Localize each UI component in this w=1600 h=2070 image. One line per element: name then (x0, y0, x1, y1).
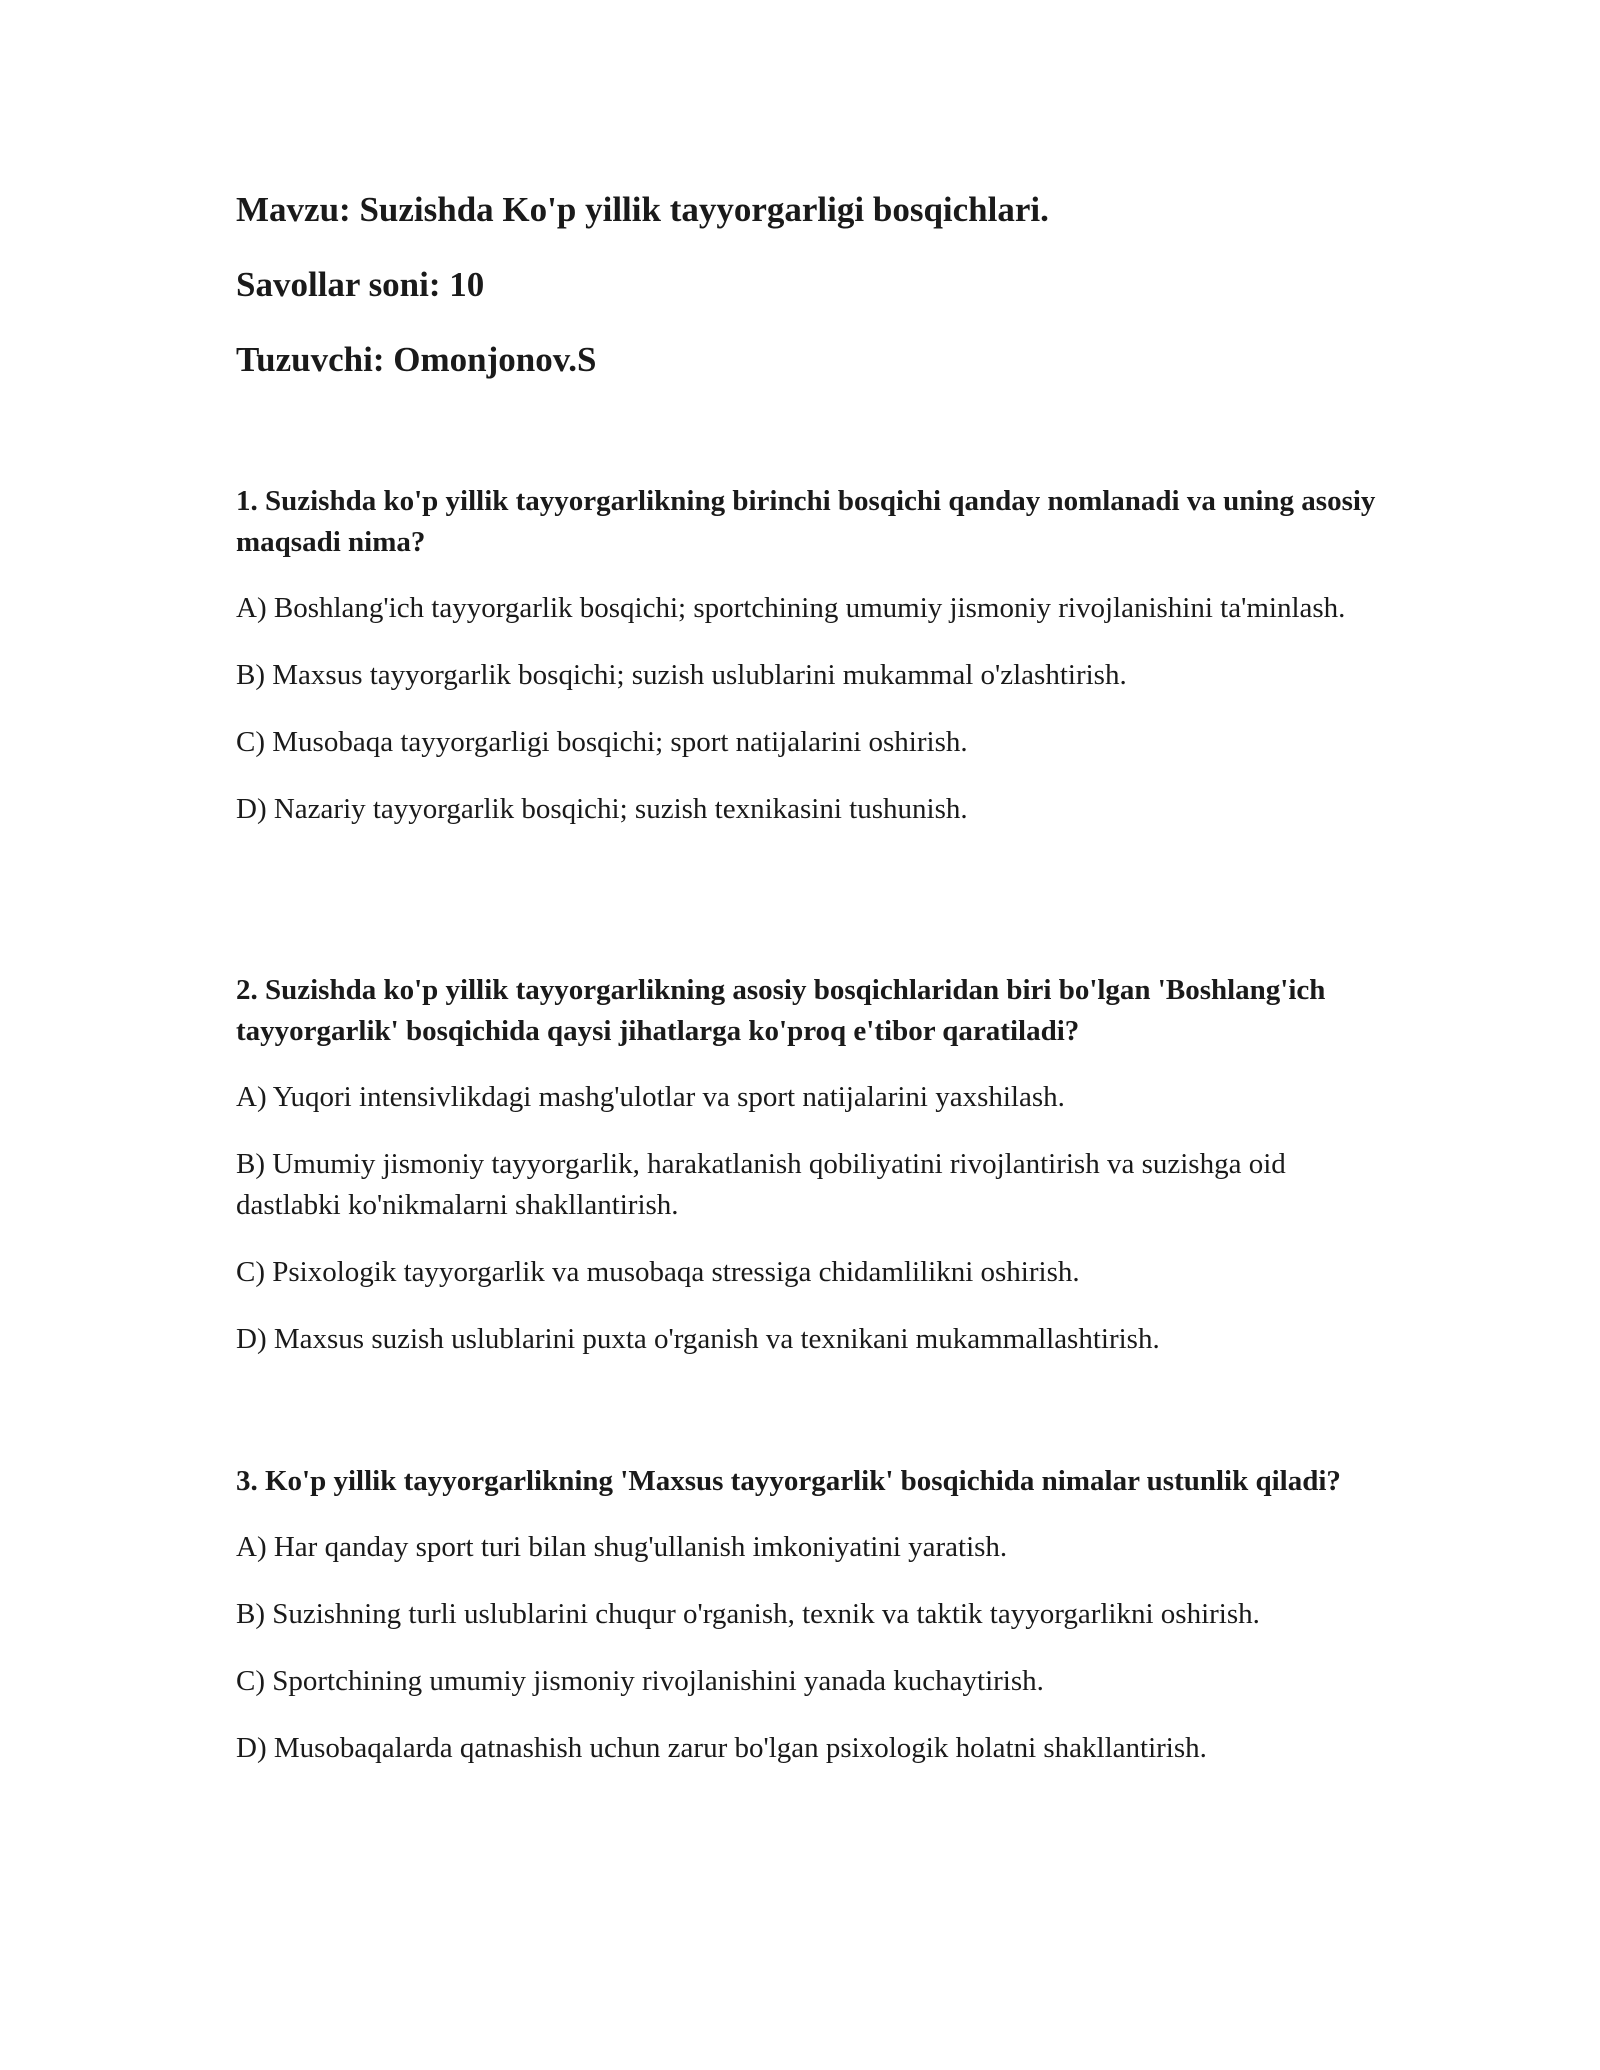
question-block (236, 1461, 1386, 1795)
answer-option-a: A) Yuqori intensivlikdagi mashg'ulotlar va sport natijalarini yaxshilash. (236, 1081, 1065, 1113)
question-block (236, 970, 1386, 1386)
question-text: 2. Suzishda ko'p yillik tayyorgarlikning asosiy bosqichlaridan biri bo'lgan 'Boshlang'ich tayyorgarlik' bosqichida qaysi jihatlarga ko'proq e'tibor qaratiladi? (236, 974, 1326, 1047)
answer-option-d: D) Nazariy tayyorgarlik bosqichi; suzish texnikasini tushunish. (236, 793, 968, 825)
answer-option-c: C) Psixologik tayyorgarlik va musobaqa stressiga chidamlilikni oshirish. (236, 1256, 1080, 1288)
question-count: Savollar soni: 10 (236, 265, 485, 304)
document-title: Mavzu: Suzishda Ko'p yillik tayyorgarligi bosqichlari. (236, 190, 1049, 229)
question-text: 3. Ko'p yillik tayyorgarlikning 'Maxsus tayyorgarlik' bosqichida nimalar ustunlik qiladi? (236, 1465, 1341, 1497)
answer-option-a: A) Boshlang'ich tayyorgarlik bosqichi; sportchining umumiy jismoniy rivojlanishini ta'minlash. (236, 592, 1346, 624)
answer-option-a: A) Har qanday sport turi bilan shug'ullanish imkoniyatini yaratish. (236, 1531, 1008, 1563)
answer-option-b: B) Suzishning turli uslublarini chuqur o'rganish, texnik va taktik tayyorgarlikni oshirish. (236, 1598, 1260, 1630)
question-block (236, 481, 1386, 856)
question-text: 1. Suzishda ko'p yillik tayyorgarlikning birinchi bosqichi qanday nomlanadi va uning asosiy maqsadi nima? (236, 485, 1376, 558)
answer-option-c: C) Sportchining umumiy jismoniy rivojlanishini yanada kuchaytirish. (236, 1665, 1044, 1697)
answer-option-b: B) Umumiy jismoniy tayyorgarlik, harakatlanish qobiliyatini rivojlantirish va suzishga oid dastlabki ko'nikmalarni shakllantirish. (236, 1148, 1286, 1221)
answer-option-d: D) Maxsus suzish uslublarini puxta o'rganish va texnikani mukammallashtirish. (236, 1323, 1160, 1355)
answer-option-d: D) Musobaqalarda qatnashish uchun zarur bo'lgan psixologik holatni shakllantirish. (236, 1732, 1207, 1764)
answer-option-c: C) Musobaqa tayyorgarligi bosqichi; sport natijalarini oshirish. (236, 726, 968, 758)
answer-option-b: B) Maxsus tayyorgarlik bosqichi; suzish uslublarini mukammal o'zlashtirish. (236, 659, 1127, 691)
author-line: Tuzuvchi: Omonjonov.S (236, 340, 597, 379)
